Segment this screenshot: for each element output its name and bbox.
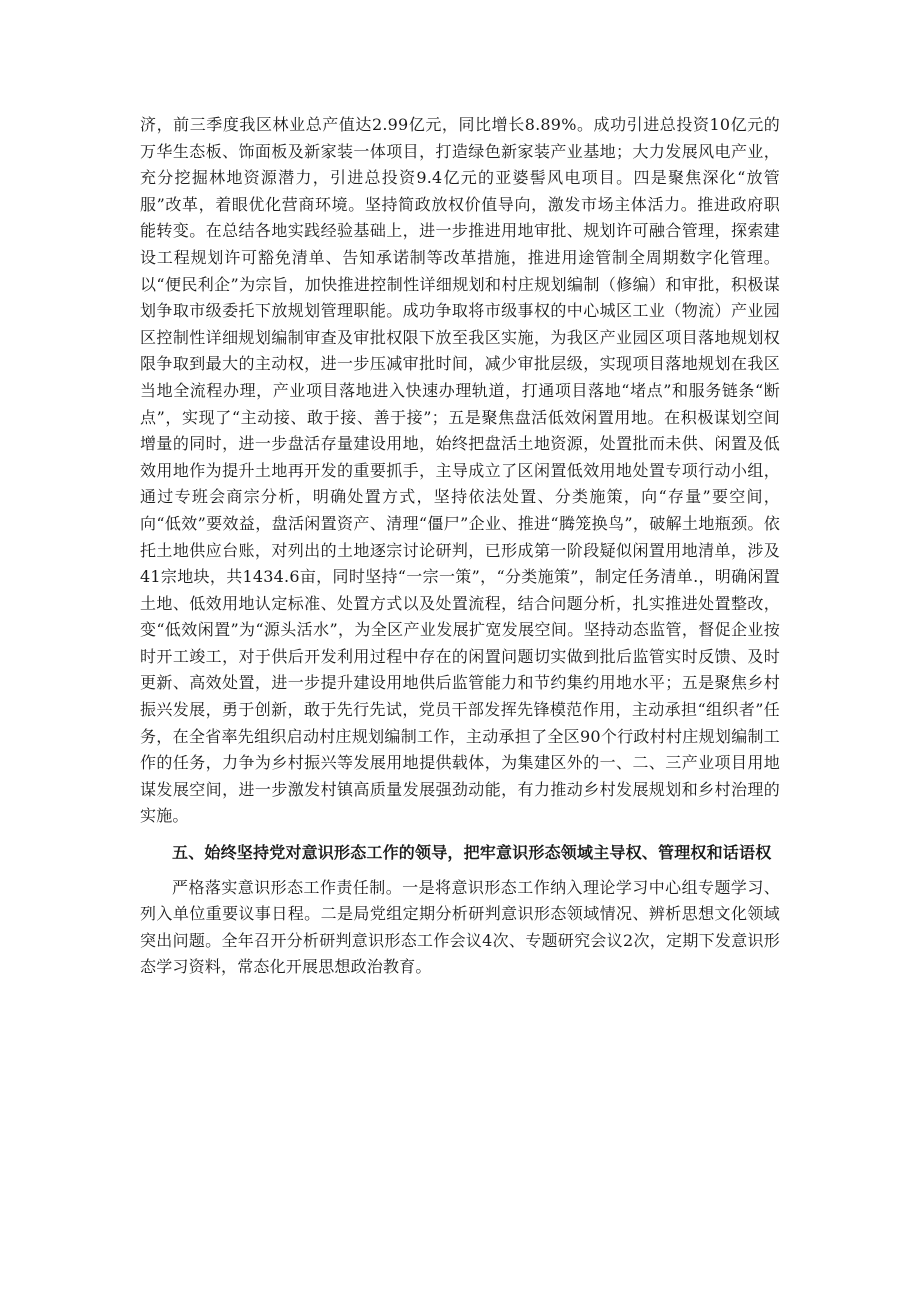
section-heading: 五、始终坚持党对意识形态工作的领导，把牢意识形态领域主导权、管理权和话语权 — [172, 843, 772, 863]
body-paragraph: 严格落实意识形态工作责任制。一是将意识形态工作纳入理论学习中心组专题学习、列入单位重要议事日程。二是局党组定期分析研判意识形态领域情况、辨析思想文化领域突出问题。全年召开分析研判意识形态工作会议4次、专题研究会议2次，定期下发意识形态学习资料，常态化开展思想政治教育。 — [140, 877, 780, 977]
document-body — [140, 112, 780, 981]
body-paragraph-continued: 济，前三季度我区林业总产值达2.99亿元，同比增长8.89%。成功引进总投资10亿元的万华生态板、饰面板及新家装一体项目，打造绿色新家装产业基地；大力发展风电产业，充分挖掘林地资源潜力，引进总投资9.4亿元的亚婆髻风电项目。四是聚焦深化“放管服”改革，着眼优化营商环境。坚持简政放权价值导向，激发市场主体活力。推进政府职能转变。在总结各地实践经验基础上，进一步推进用地审批、规划许可融合管理，探索建设工程规划许可豁免清单、告知承诺制等改革措施，推进用途管制全周期数字化管理。以“便民利企”为宗旨，加快推进控制性详细规划和村庄规划编制（修编）和审批，积极谋划争取市级委托下放规划管理职能。成功争取将市级事权的中心城区工业（物流）产业园区控制性详细规划编制审查及审批权限下放至我区实施，为我区产业园区项目落地规划权限争取到最大的主动权，进一步压减审批时间，减少审批层级，实现项目落地规划在我区当地全流程办理，产业项目落地进入快速办理轨道，打通项目落地“堵点”和服务链条“断点”，实现了“主动接、敢于接、善于接”；五是聚焦盘活低效闲置用地。在积极谋划空间增量的同时，进一步盘活存量建设用地，始终把盘活土地资源，处置批而未供、闲置及低效用地作为提升土地再开发的重要抓手，主导成立了区闲置低效用地处置专项行动小组，通过专班会商宗分析，明确处置方式，坚持依法处置、分类施策，向“存量”要空间，向“低效”要效益，盘活闲置资产、清理“僵尸”企业、推进“腾笼换鸟”，破解土地瓶颈。依托土地供应台账，对列出的土地逐宗讨论研判，已形成第一阶段疑似闲置用地清单，涉及41宗地块，共1434.6亩，同时坚持“一宗一策”，“分类施策”，制定任务清单.，明确闲置土地、低效用地认定标准、处置方式以及处置流程，结合问题分析，扎实推进处置整改，变“低效闲置”为“源头活水”，为全区产业发展扩宽发展空间。坚持动态监管，督促企业按时开工竣工，对于供后开发利用过程中存在的闲置问题切实做到批后监管实时反馈、及时更新、高效处置，进一步提升建设用地供后监管能力和节约集约用地水平；五是聚焦乡村振兴发展，勇于创新，敢于先行先试，党员干部发挥先锋模范作用，主动承担“组织者”任务，在全省率先组织启动村庄规划编制工作，主动承担了全区90个行政村村庄规划编制工作的任务，力争为乡村振兴等发展用地提供载体，为集建区外的一、二、三产业项目用地谋发展空间，进一步激发村镇高质量发展强劲动能，有力推动乡村发展规划和乡村治理的实施。 — [140, 115, 780, 826]
